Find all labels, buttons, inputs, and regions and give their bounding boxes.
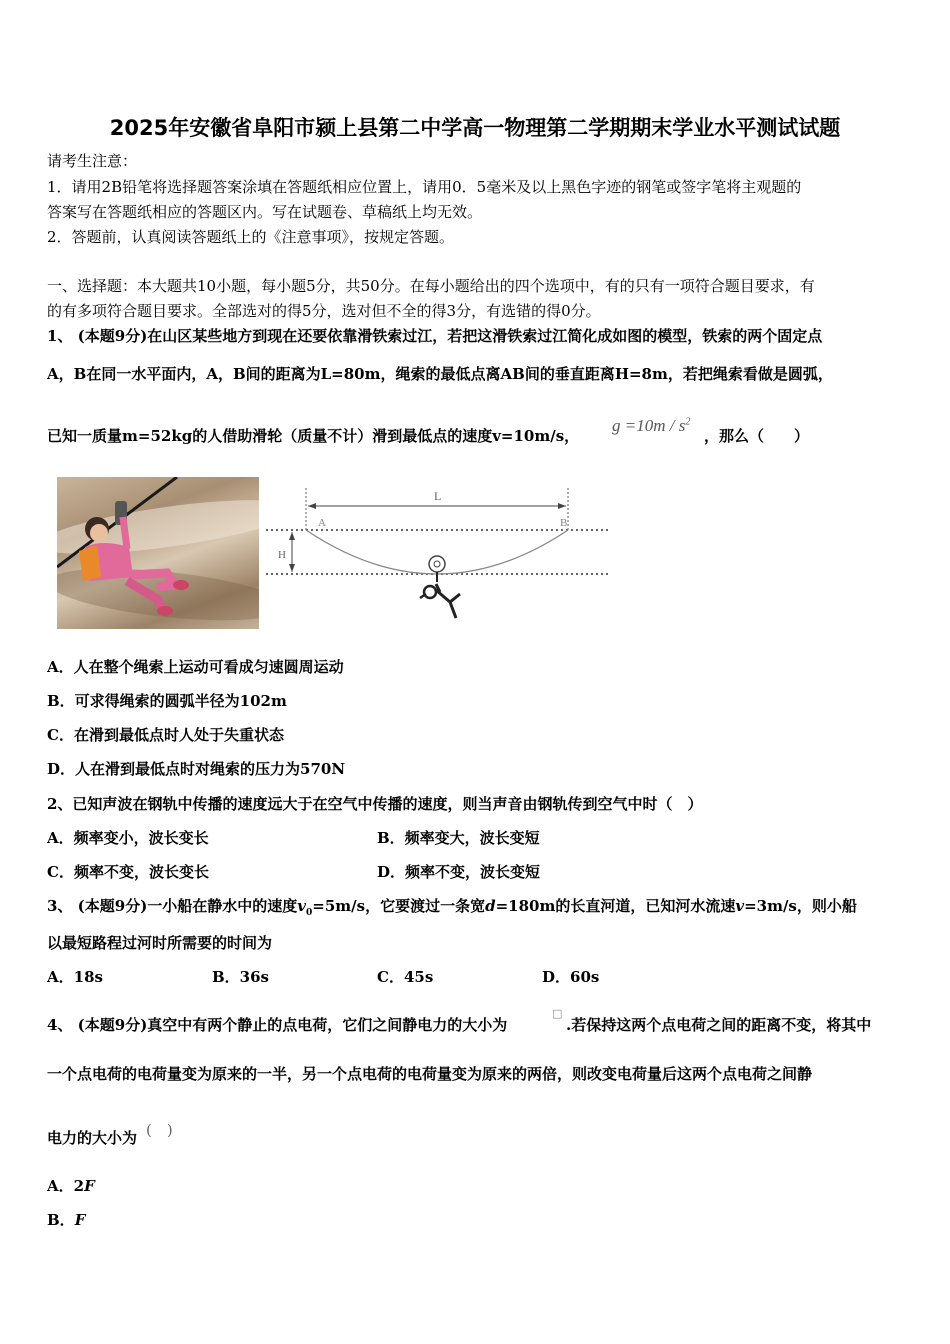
q1-stem-line-1: 1、 (本题9分)在山区某些地方到现在还要依靠滑铁索过江，若把这滑铁索过江简化成如图的模型，铁索的两个固定点 [47,327,823,345]
q3-var-v0-sub: 0 [306,908,313,918]
q1-option-a: A．人在整个绳索上运动可看成匀速圆周运动 [47,658,344,676]
q3-option-b: B．36s [212,968,269,986]
q1-stem-line-2: A，B在同一水平面内，A，B间的距离为L=80m，绳索的最低点离AB间的垂直距离H=8m，若把绳索看做是圆弧， [47,365,833,383]
zipline-diagram [260,480,620,630]
q3-stem-line-2: 以最短路程过河时所需要的时间为 [47,934,273,952]
q1-stem-line-3b: ，那么（ ） [704,427,810,445]
q1-option-c: C．在滑到最低点时人处于失重状态 [47,726,284,744]
section-intro-line-1: 一、选择题：本大题共10小题，每小题5分，共50分。在每小题给出的四个选项中，有的只有一项符合题目要求，有 [47,277,815,295]
q4-option-b-label: B． [47,1211,75,1229]
q2-option-d: D．频率不变，波长变短 [377,863,541,881]
q3-stem-line-1 [47,896,857,923]
q3-stem-1d: =3m/s，则小船 [744,897,857,915]
q2-stem: 2、已知声波在钢轨中传播的速度远大于在空气中传播的速度，则当声音由钢轨传到空气中时（ ） [47,795,703,813]
label-A: A [318,517,326,529]
q1-formula-exponent: 2 [685,416,691,428]
q4-option-b-var: F [74,1211,86,1229]
q4-option-a [47,1176,95,1196]
label-L: L [434,489,442,503]
q3-option-d: D．60s [542,968,600,986]
q3-stem-1b: =5m/s，它要渡过一条宽 [312,897,486,915]
zipline-photo [57,477,259,629]
q4-paren: ( ) [146,1121,173,1139]
q3-option-c: C．45s [377,968,434,986]
q1-formula-text: g =10m / s [612,416,686,435]
q1-option-b: B．可求得绳索的圆弧半径为102m [47,692,287,710]
q2-option-b: B．频率变大，波长变短 [377,829,540,847]
q1-formula [612,416,690,436]
q3-var-v0: v [297,897,307,915]
q1-stem-line-3a: 已知一质量m=52kg的人借助滑轮（质量不计）滑到最低点的速度v=10m/s， [47,427,580,445]
label-H: H [278,549,286,561]
label-B: B [560,517,568,529]
notice-line-1b: 答案写在答题纸相应的答题区内。写在试题卷、草稿纸上均无效。 [47,203,483,221]
q1-option-d: D．人在滑到最低点时对绳索的压力为570N [47,760,346,778]
q2-option-c: C．频率不变，波长变长 [47,863,209,881]
notice-line-2: 2．答题前，认真阅读答题纸上的《注意事项》，按规定答题。 [47,228,455,246]
q3-stem-1c: =180m的长直河道，已知河水流速 [495,897,736,915]
q4-stem-line-2: 一个点电荷的电荷量变为原来的一半，另一个点电荷的电荷量变为原来的两倍，则改变电荷量后这两个点电荷之间静 [47,1065,813,1083]
q4-stem-line-1b: .若保持这两个点电荷之间的距离不变，将其中 [566,1016,872,1034]
q4-option-b [47,1210,85,1230]
q3-stem-1a: 3、 (本题9分)一小船在静水中的速度 [47,897,298,915]
q4-option-a-label: A．2 [47,1177,85,1195]
q2-option-a: A．频率变小，波长变长 [47,829,209,847]
notice-heading: 请考生注意： [47,152,138,170]
q4-placeholder-icon: □ [552,1007,563,1020]
notice-line-1a: 1．请用2B铅笔将选择题答案涂填在答题纸相应位置上，请用0．5毫米及以上黑色字迹的钢笔或签字笔将主观题的 [47,178,802,196]
q4-stem-line-3: 电力的大小为 [47,1129,138,1147]
q4-stem-line-1a: 4、 (本题9分)真空中有两个静止的点电荷，它们之间静电力的大小为 [47,1016,508,1034]
q3-var-d: d [485,897,496,915]
q4-option-a-var: F [84,1177,95,1195]
section-intro-line-2: 的有多项符合题目要求。全部选对的得5分，选对但不全的得3分，有选错的得0分。 [47,302,601,320]
page-title: 2025年安徽省阜阳市颍上县第二中学高一物理第二学期期末学业水平测试试题 [109,116,841,140]
q3-option-a: A．18s [47,968,103,986]
q3-var-v: v [735,897,745,915]
